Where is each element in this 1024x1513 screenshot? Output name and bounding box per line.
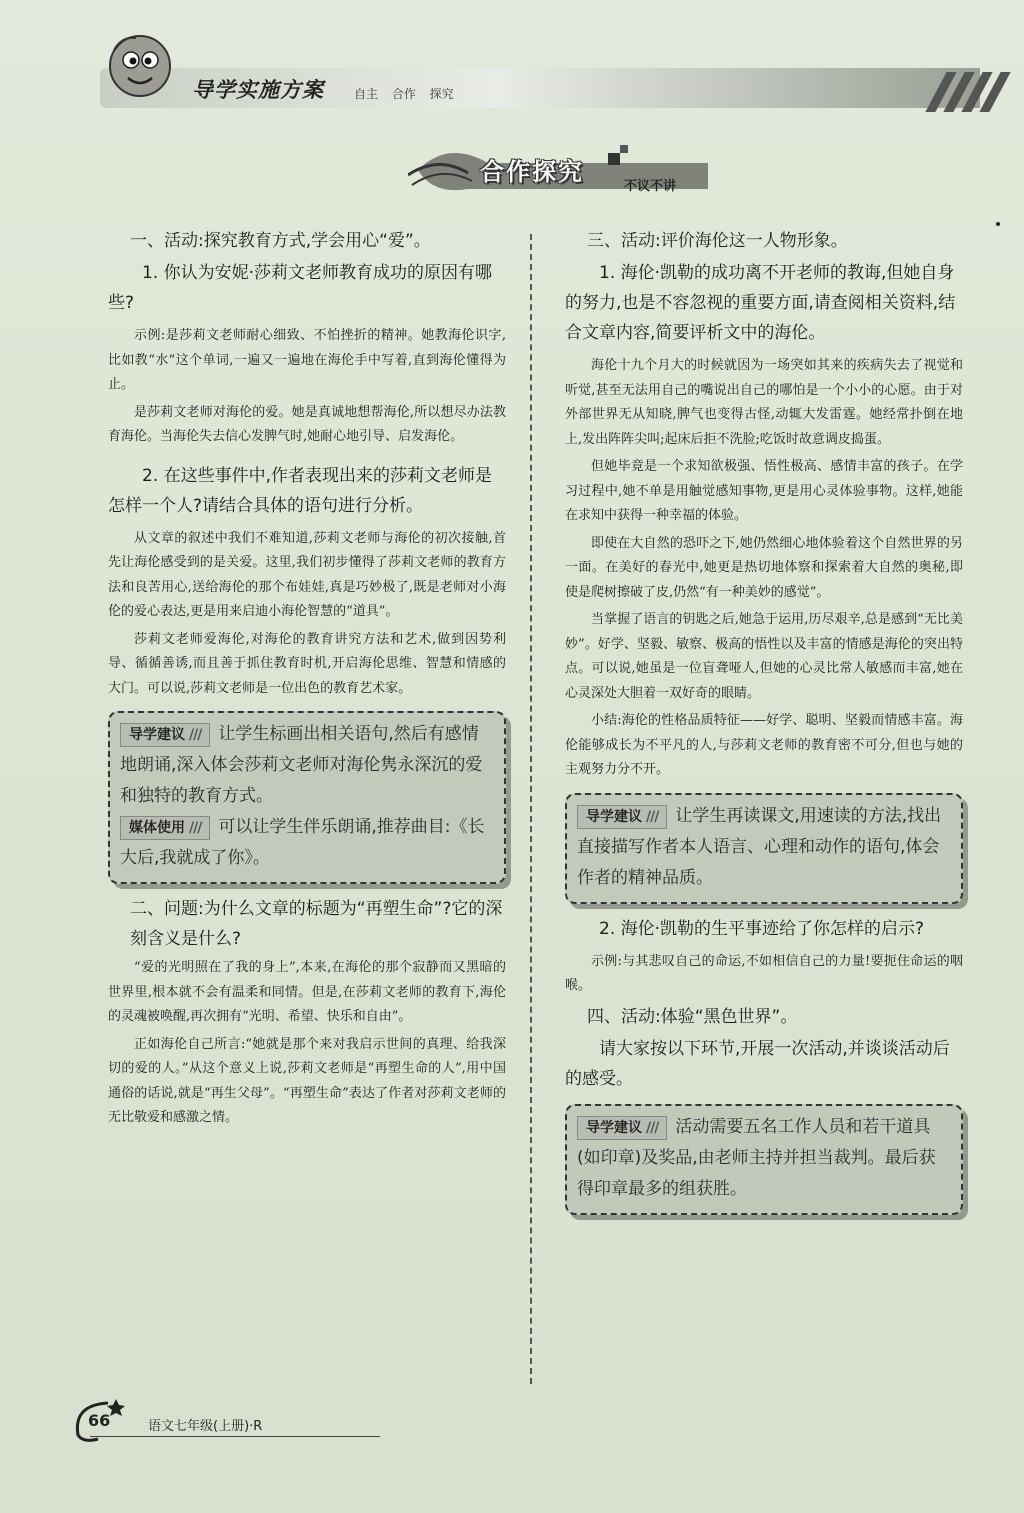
guide-1-text: 让学生标画出相关语句,然后有感情地朗诵,深入体会莎莉文老师对海伦隽永深沉的爱和独特的教育方式。 [120, 724, 483, 806]
answer-3-2: 示例:与其悲叹自己的命运,不如相信自己的力量!要扼住命运的咽喉。 [565, 953, 963, 993]
answer-3-1-p3: 即使在大自然的恐吓之下,她仍然细心地体验着这个自然世界的另一面。在美好的春光中,她更是热切地体察和探索着大自然的奥秘,即使是爬树擦破了皮,仍然“有一种美妙的感觉”。 [565, 535, 963, 600]
guide-box-2 [565, 793, 963, 904]
question-3-2: 2. 海伦·凯勒的生平事迹给了你怎样的启示? [599, 918, 925, 939]
answer-1-2-p2: 莎莉文老师爱海伦,对海伦的教育讲究方法和艺术,做到因势利导、循循善诱,而且善于抓住教育时机,开启海伦思维、智慧和情感的大门。可以说,莎莉文老师是一位出色的教育艺术家。 [108, 631, 506, 696]
footer-line [90, 1436, 380, 1437]
answer-3-1-p1: 海伦十九个月大的时候就因为一场突如其来的疾病失去了视觉和听觉,甚至无法用自己的嘴说出自己的哪怕是一个小小的心愿。由于对外部世界无从知晓,脾气也变得古怪,动辄大发雷霆。她经常扑倒在地上,发出阵阵尖叫;起床后拒不洗脸;吃饭时故意调皮捣蛋。 [565, 358, 963, 447]
guide-2-tag: 导学建议 /// [577, 805, 667, 829]
guide-2-text: 让学生再读课文,用速读的方法,找出直接描写作者本人语言、心理和动作的语句,体会作者的精神品质。 [577, 805, 942, 888]
decorative-dot [996, 222, 1000, 226]
answer-3-1-p2: 但她毕竟是一个求知欲极强、悟性极高、感情丰富的孩子。在学习过程中,她不单是用触觉感知事物,更是用心灵体验事物。这样,她能在求知中获得一种幸福的体验。 [565, 459, 963, 523]
section-2-heading: 二、问题:为什么文章的标题为“再塑生命”?它的深刻含义是什么? [130, 899, 503, 949]
section-3-heading: 三、活动:评价海伦这一人物形象。 [587, 231, 848, 251]
mascot-icon [100, 28, 178, 106]
media-text: 可以让学生伴乐朗诵,推荐曲目:《长大后,我就成了你》。 [120, 817, 485, 868]
guide-box-3 [565, 1104, 963, 1215]
banner-subtitle: 不议不讲 [624, 179, 677, 194]
section-1-heading: 一、活动:探究教育方式,学会用心“爱”。 [130, 231, 431, 251]
media-tag: 媒体使用 /// [120, 816, 210, 840]
answer-2-p1: “爱的光明照在了我的身上”,本来,在海伦的那个寂静而又黑暗的世界里,根本就不会有温柔和同情。但是,在莎莉文老师的教育下,海伦的灵魂被唤醒,再次拥有“光明、希望、快乐和自由”。 [108, 960, 506, 1024]
question-1-1: 1. 你认为安妮·莎莉文老师教育成功的原因有哪些? [108, 263, 493, 313]
answer-1-1-p2: 是莎莉文老师对海伦的爱。她是真诚地想帮海伦,所以想尽办法教育海伦。当海伦失去信心发脾气时,她耐心地引导、启发海伦。 [108, 404, 506, 444]
header-subtitle: 自主 合作 探究 [354, 87, 454, 101]
guide-3-text: 活动需要五名工作人员和若干道具(如印章)及奖品,由老师主持并担当裁判。最后获得印章最多的组获胜。 [577, 1116, 936, 1199]
answer-1-1-p1: 示例:是莎莉文老师耐心细致、不怕挫折的精神。她教海伦识字,比如教“水”这个单词,一遍又一遍地在海伦手中写着,直到海伦懂得为止。 [108, 328, 506, 392]
left-column [108, 226, 506, 1134]
book-title: 语文七年级(上册)·R [148, 1419, 263, 1434]
guide-3-tag: 导学建议 /// [577, 1116, 667, 1140]
question-3-1: 1. 海伦·凯勒的成功离不开老师的教诲,但她自身的努力,也是不容忽视的重要方面,请查阅相关资料,结合文章内容,简要评析文中的海伦。 [565, 263, 956, 343]
guide-1 [120, 719, 494, 812]
section-4-heading: 四、活动:体验“黑色世界”。 [587, 1006, 798, 1027]
right-column [565, 226, 963, 1225]
question-1-2: 2. 在这些事件中,作者表现出来的莎莉文老师是怎样一个人?请结合具体的语句进行分析。 [108, 465, 493, 516]
header-title: 导学实施方案 [192, 78, 324, 102]
answer-3-1-summary: 小结:海伦的性格品质特征——好学、聪明、坚毅而情感丰富。海伦能够成长为不平凡的人,与莎莉文老师的教育密不可分,但也与她的主观努力分不开。 [565, 713, 963, 777]
section-4-text: 请大家按以下环节,开展一次活动,并谈谈活动后的感受。 [565, 1038, 950, 1089]
banner-title: 合作探究 [480, 158, 584, 186]
column-divider [530, 234, 532, 1384]
media-usage [120, 812, 494, 874]
guide-1-tag: 导学建议 /// [120, 723, 210, 747]
answer-2-p2: 正如海伦自己所言:“她就是那个来对我启示世间的真理、给我深切的爱的人。”从这个意义上说,莎莉文老师是“再塑生命的人”,用中国通俗的话说,就是“再生父母”。“再塑生命”表达了作者对莎莉文老师的无比敬爱和感激之情。 [108, 1036, 506, 1125]
header-stripes [936, 72, 1000, 112]
answer-1-2-p1: 从文章的叙述中我们不难知道,莎莉文老师与海伦的初次接触,首先让海伦感受到的是关爱。这里,我们初步懂得了莎莉文老师的教育方法和良苦用心,送给海伦的那个布娃娃,真是巧妙极了,既是老师对小海伦的爱心表达,更是用来启迪小海伦智慧的“道具”。 [108, 530, 506, 619]
guide-box-1 [108, 711, 506, 884]
answer-3-1-p4: 当掌握了语言的钥匙之后,她急于运用,历尽艰辛,总是感到“无比美妙”。好学、坚毅、敏察、极高的悟性以及丰富的情感是海伦的突出特点。可以说,她虽是一位盲聋哑人,但她的心灵比常人敏感而丰富,她在心灵深处大胆着一双好奇的眼睛。 [565, 612, 963, 701]
page-number: 66 [88, 1411, 111, 1430]
